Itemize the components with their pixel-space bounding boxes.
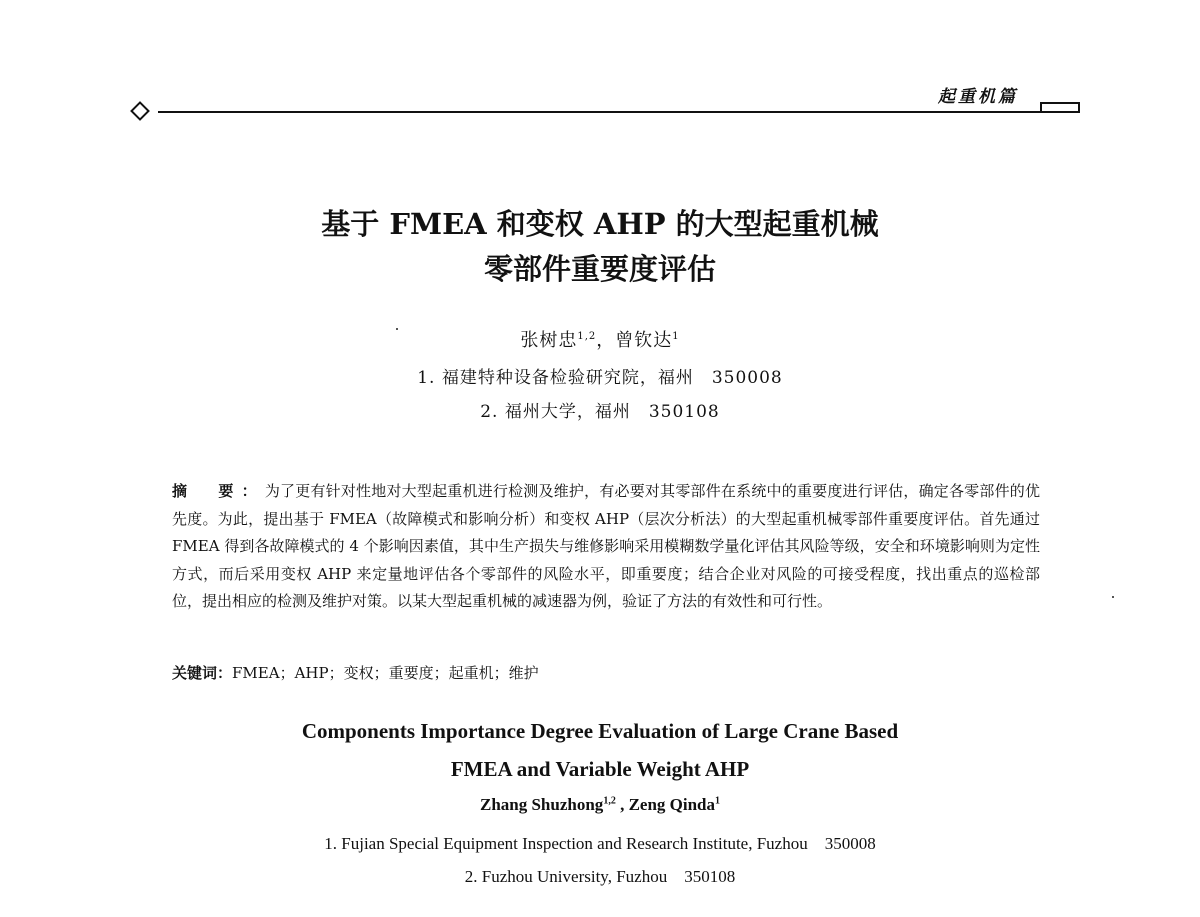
author-en-separator: , — [615, 795, 629, 814]
affiliation-en-2: 2. Fuzhou University, Fuzhou 350108 — [464, 867, 736, 886]
author-cn-1: 张树忠 — [520, 330, 578, 351]
keywords-cn — [172, 662, 539, 683]
title-en-line2: FMEA and Variable Weight AHP — [450, 757, 750, 781]
abstract-label: 摘 要： — [172, 482, 265, 500]
section-label: 起重机篇 — [938, 87, 1018, 107]
author-cn-2: 曾钦达 — [615, 330, 673, 351]
abstract-cn — [172, 478, 1040, 616]
abstract-text: 为了更有针对性地对大型起重机进行检测及维护，有必要对其零部件在系统中的重要度进行评估，确定各零部件的优先度。为此，提出基于 FMEA（故障模式和影响分析）和变权 AHP（层次分析法）的大型起重机械零部件重要度评估。首先通过 FMEA 得到各故障模式的 4 个影响因素值，其中生产损失与维修影响采用模糊数学量化评估其风险等级，安全和环境影响则为定性方式，而后采用变权 AHP 来定量地评估各个零部件的风险水平，即重要度；结合企业对风险的可接受程度，找出重点的巡检部位，提出相应的检测及维护对策。以某大型起重机械的减速器为例，验证了方法的有效性和可行性。 — [172, 482, 1040, 610]
header-diamond-ornament — [130, 101, 150, 121]
author-en-2: Zeng Qinda — [628, 795, 716, 814]
authors-cn — [0, 326, 1200, 352]
title-en-line1: Components Importance Degree Evaluation of Large Crane Based — [301, 719, 899, 743]
header-rule — [158, 111, 1080, 113]
affiliation-cn-2: 2. 福州大学，福州 350108 — [480, 402, 720, 422]
scan-speck — [1112, 596, 1114, 598]
author-cn-1-affil: 1,2 — [577, 331, 597, 342]
author-en-1-affil: 1,2 — [603, 795, 616, 807]
author-en-2-affil: 1 — [715, 795, 721, 807]
section-label-box — [1040, 102, 1080, 111]
title-cn-line1: 基于 FMEA 和变权 AHP 的大型起重机械 — [321, 207, 879, 241]
author-separator: ， — [596, 330, 616, 351]
authors-en — [0, 795, 1200, 815]
keywords-label: 关键词： — [172, 664, 233, 682]
affiliation-en-1: 1. Fujian Special Equipment Inspection and Research Institute, Fuzhou 350008 — [324, 834, 876, 853]
author-cn-2-affil: 1 — [672, 331, 680, 342]
keywords-text: FMEA；AHP；变权；重要度；起重机；维护 — [232, 664, 539, 682]
author-en-1: Zhang Shuzhong — [479, 795, 604, 814]
title-cn-line2: 零部件重要度评估 — [483, 252, 716, 286]
affiliation-cn-1: 1. 福建特种设备检验研究院，福州 350008 — [417, 368, 783, 388]
scan-speck — [396, 328, 398, 330]
